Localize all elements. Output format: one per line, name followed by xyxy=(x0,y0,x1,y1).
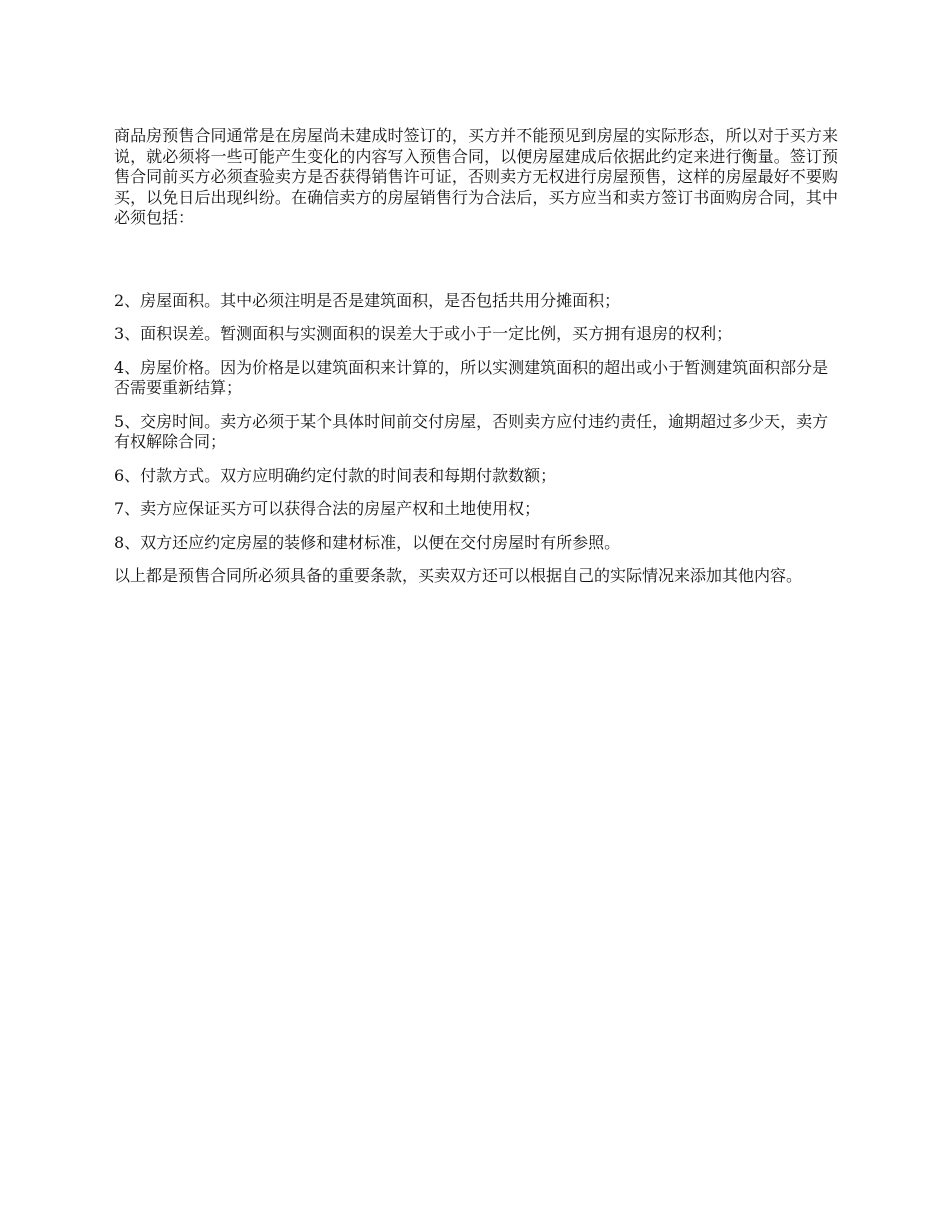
intro-paragraph: 商品房预售合同通常是在房屋尚未建成时签订的，买方并不能预见到房屋的实际形态，所以对于买方来说，就必须将一些可能产生变化的内容写入预售合同，以便房屋建成后依据此约定来进行衡量。签订预售合同前买方必须查验卖方是否获得销售许可证，否则卖方无权进行房屋预售，这样的房屋最好不要购买，以免日后出现纠纷。在确信卖方的房屋销售行为合法后，买方应当和卖方签订书面购房合同，其中必须包括： xyxy=(114,126,838,227)
clause-item-delivery-time: 5、交房时间。卖方必须于某个具体时间前交付房屋，否则卖方应付违约责任，逾期超过多少天，卖方有权解除合同； xyxy=(114,411,829,451)
clause-item-price: 4、房屋价格。因为价格是以建筑面积来计算的，所以实测建筑面积的超出或小于暂测建筑面积部分是否需要重新结算； xyxy=(114,357,829,397)
clause-item-property-rights: 7、卖方应保证买方可以获得合法的房屋产权和土地使用权； xyxy=(114,499,541,518)
closing-paragraph: 以上都是预售合同所必须具备的重要条款，买卖双方还可以根据自己的实际情况来添加其他内容。 xyxy=(114,566,803,585)
clause-item-area-error: 3、面积误差。暂测面积与实测面积的误差大于或小于一定比例，买方拥有退房的权利； xyxy=(114,324,733,343)
clause-item-decoration-standard: 8、双方还应约定房屋的装修和建材标准，以便在交付房屋时有所参照。 xyxy=(114,532,621,552)
clause-item-payment: 6、付款方式。双方应明确约定付款的时间表和每期付款数额； xyxy=(114,465,557,485)
clause-list xyxy=(114,291,838,554)
document-page xyxy=(114,126,838,587)
clause-item-area: 2、房屋面积。其中必须注明是否是建筑面积，是否包括共用分摊面积； xyxy=(114,290,621,310)
